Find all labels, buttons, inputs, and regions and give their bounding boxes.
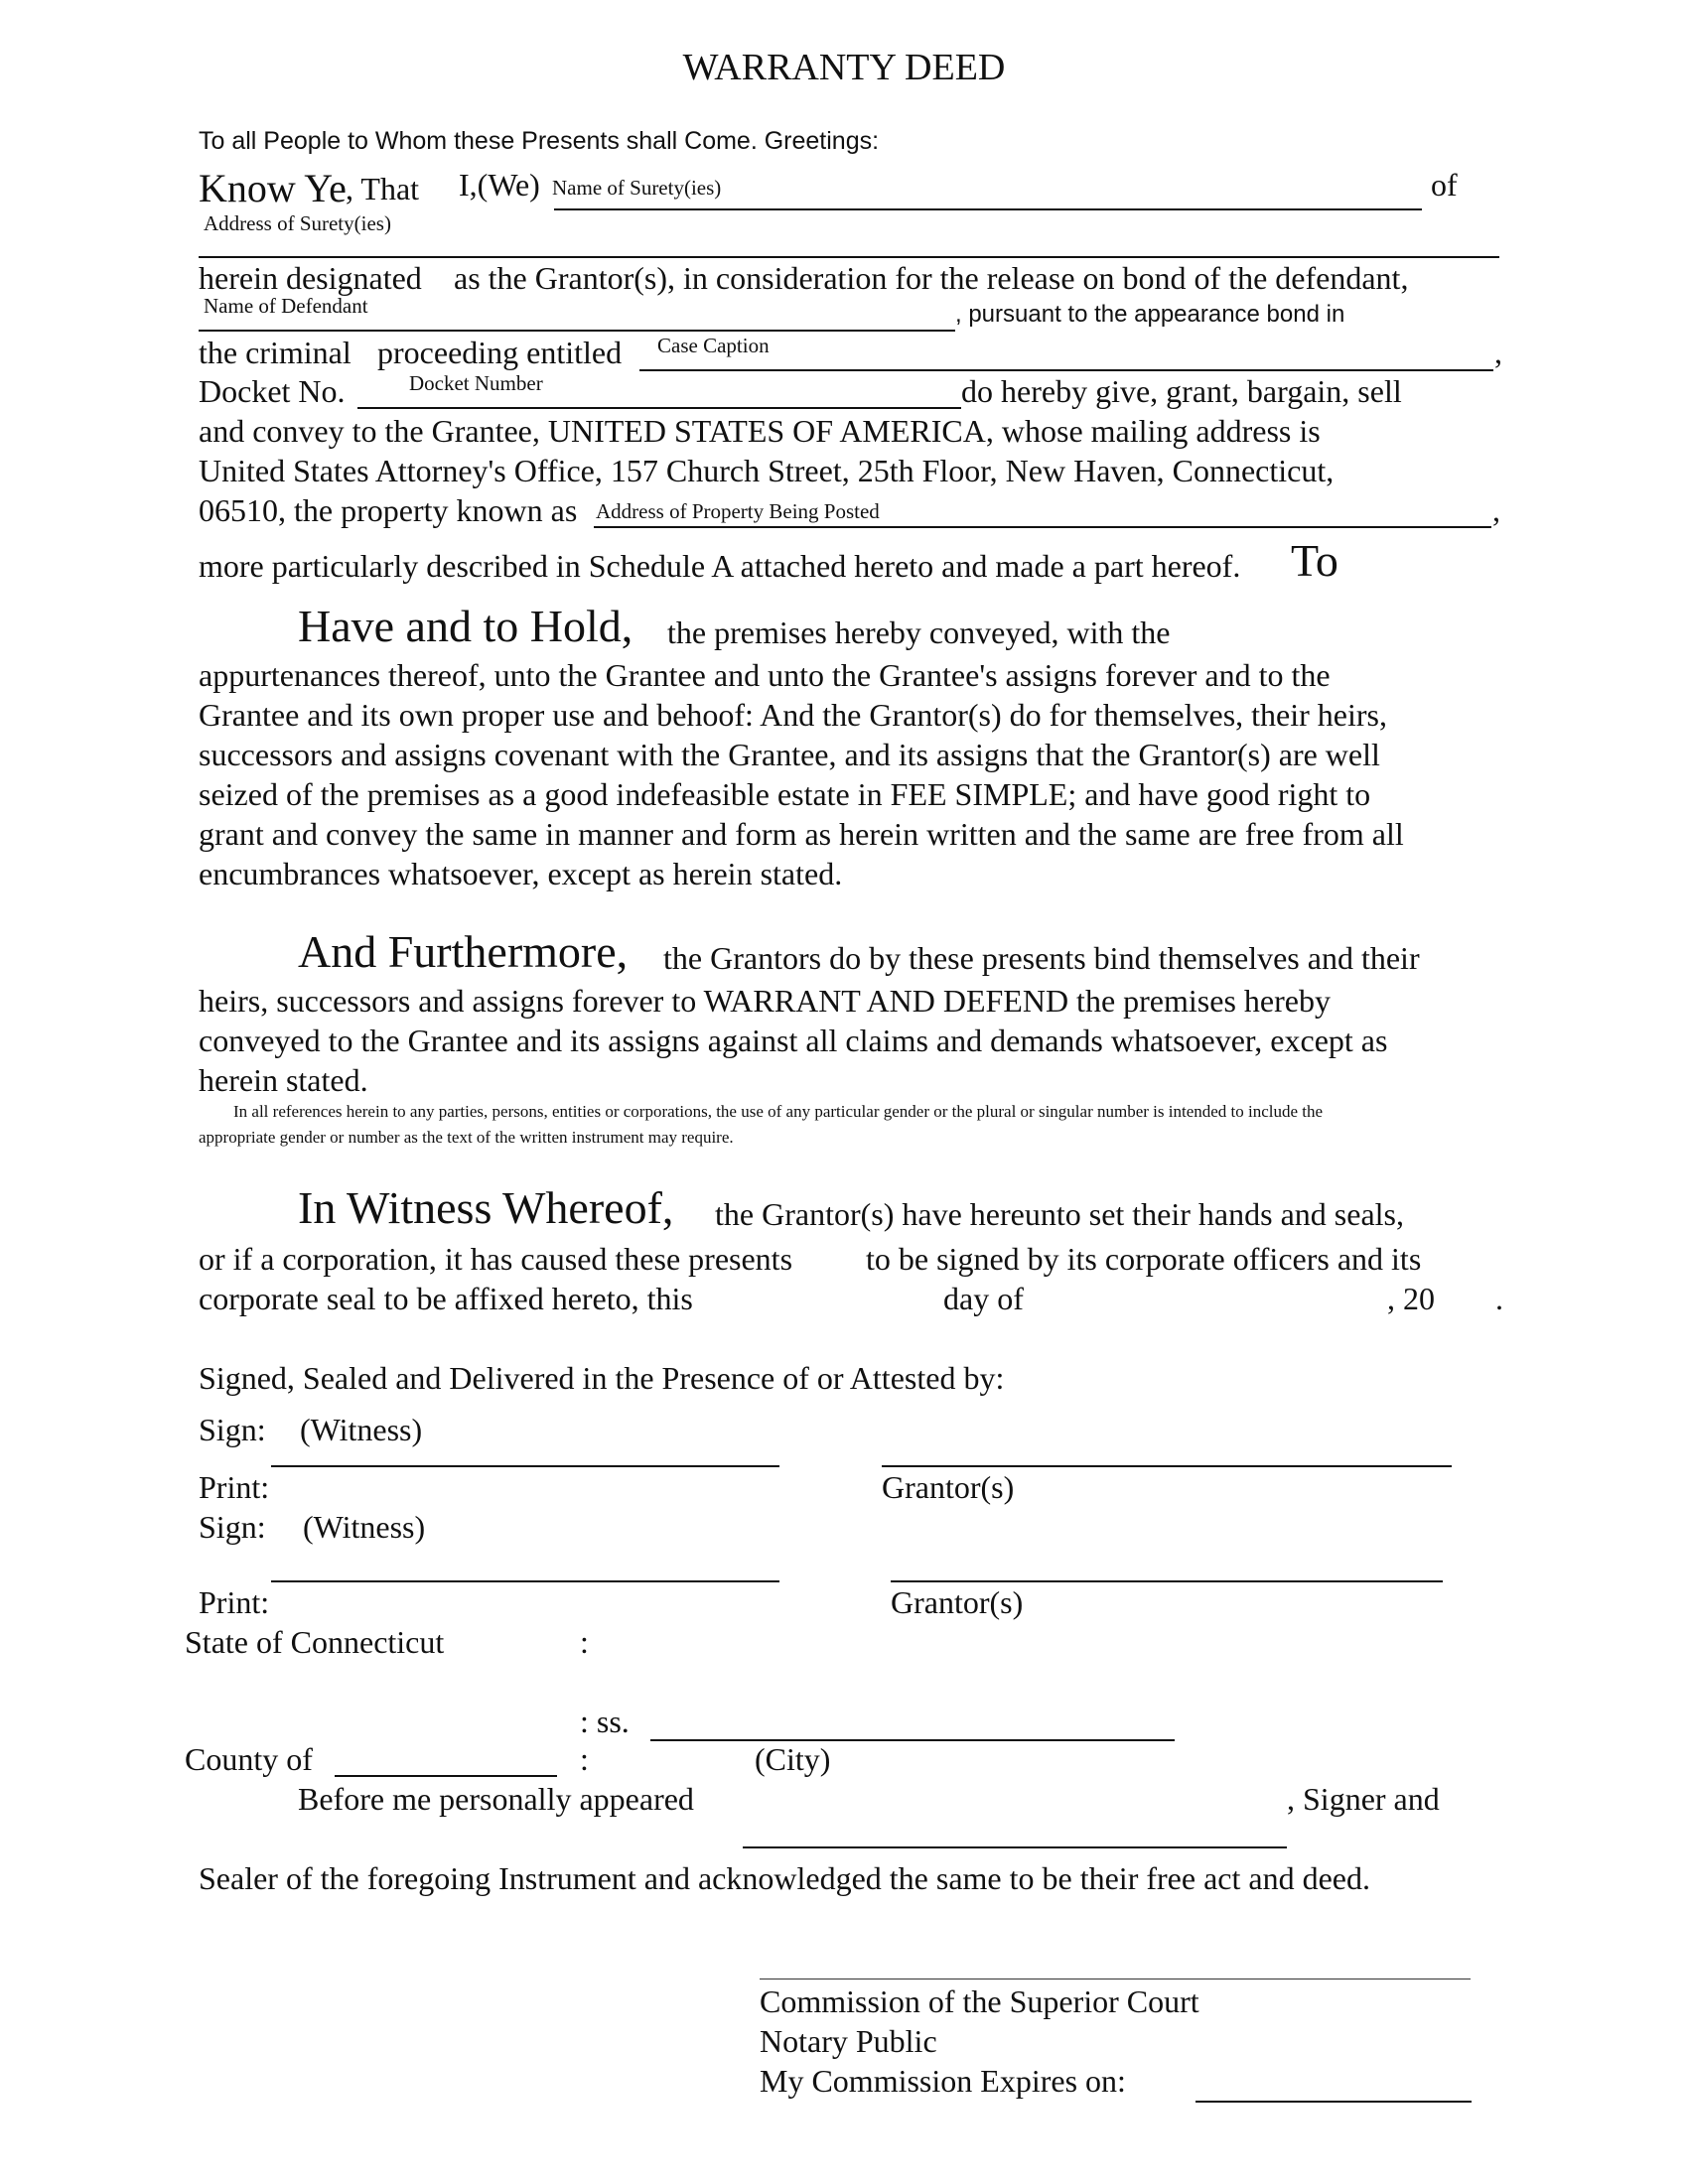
year-field[interactable] (1450, 1279, 1493, 1314)
grantor-label-2: Grantor(s) (891, 1584, 1024, 1620)
city-field[interactable] (650, 1702, 1175, 1741)
gender-note-1: In all references herein to any parties, persons, entities or corporations, the use of any particular gender or the plural or singular number is intended to include the (233, 1102, 1324, 1121)
case-caption-hint: Case Caption (657, 334, 770, 357)
day-of-label: day of (943, 1281, 1024, 1316)
document-title: WARRANTY DEED (682, 47, 1006, 88)
warranty-line-1: heirs, successors and assigns forever to WARRANT AND DEFEND the premises hereby (199, 983, 1331, 1019)
property-hint: Address of Property Being Posted (596, 499, 880, 523)
expires-label: My Commission Expires on: (760, 2063, 1126, 2099)
witness-line-2b: to be signed by its corporate officers and its (866, 1241, 1422, 1277)
habendum-lead: Have and to Hold, (298, 601, 633, 651)
habendum-first: the premises hereby conveyed, with the (667, 614, 1171, 650)
surety-address-field[interactable] (199, 216, 1499, 258)
of-label: of (1431, 167, 1458, 203)
witness-label-2: (Witness) (303, 1509, 426, 1545)
property-address-field[interactable] (594, 490, 1491, 528)
property-comma: , (1492, 492, 1500, 528)
county-colon: : (580, 1741, 589, 1777)
signer-name-field[interactable] (743, 1807, 1287, 1848)
office-line: United States Attorney's Office, 157 Church Street, 25th Floor, New Haven, Connecticut, (199, 453, 1335, 488)
state-colon: : (580, 1624, 589, 1660)
defendant-name-field[interactable] (199, 292, 955, 332)
surety-address-hint: Address of Surety(ies) (204, 211, 391, 235)
month-field[interactable] (1043, 1279, 1370, 1314)
convey-line: and convey to the Grantee, UNITED STATES OF AMERICA, whose mailing address is (199, 413, 1321, 449)
witness-2-signature-field[interactable] (271, 1545, 779, 1582)
witness-1-signature-field[interactable] (271, 1430, 779, 1467)
witness-label-1: (Witness) (300, 1412, 423, 1447)
consideration-text: as the Grantor(s), in consideration for the release on bond of the defendant, (454, 260, 1409, 296)
grantor-label-1: Grantor(s) (882, 1469, 1015, 1505)
year-label: , 20 (1387, 1281, 1435, 1316)
print-label-1: Print: (199, 1469, 270, 1505)
warranty-lead: And Furthermore, (298, 926, 629, 977)
defendant-hint: Name of Defendant (204, 294, 368, 318)
docket-label: Docket No. (199, 373, 346, 409)
i-we-label: I,(We) (459, 167, 540, 203)
surety-name-field[interactable] (554, 169, 1422, 210)
commission-expiry-field[interactable] (1196, 2065, 1472, 2103)
habendum-line-1: appurtenances thereof, unto the Grantee and unto the Grantee's assigns forever and to the (199, 657, 1331, 693)
know-ye-that: , That (346, 171, 420, 206)
pursuant-text: , pursuant to the appearance bond in (955, 301, 1345, 328)
county-label: County of (185, 1741, 313, 1777)
signer-and-text: , Signer and (1287, 1781, 1440, 1817)
year-period: . (1495, 1281, 1503, 1316)
grantor-2-signature-field[interactable] (891, 1545, 1443, 1582)
commission-label: Commission of the Superior Court (760, 1983, 1199, 2019)
gender-note-2: appropriate gender or number as the text of the written instrument may require. (199, 1128, 734, 1147)
notary-public-label: Notary Public (760, 2023, 937, 2059)
witness-line-2a: or if a corporation, it has caused these presents (199, 1241, 793, 1277)
ss-label: : ss. (580, 1704, 630, 1739)
greeting-line: To all People to Whom these Presents shall Come. Greetings: (199, 127, 880, 155)
caption-comma: , (1494, 335, 1502, 370)
habendum-line-4: seized of the premises as a good indefeasible estate in FEE SIMPLE; and have good right to (199, 776, 1371, 812)
sign-label-1: Sign: (199, 1412, 266, 1447)
witness-lead: In Witness Whereof, (298, 1182, 674, 1233)
before-me-text: Before me personally appeared (298, 1781, 694, 1817)
zip-line: 06510, the property known as (199, 492, 578, 528)
docket-hint: Docket Number (409, 371, 543, 395)
city-label: (City) (755, 1741, 831, 1777)
know-ye-lead: Know Ye (199, 166, 347, 210)
grantor-1-signature-field[interactable] (882, 1430, 1452, 1467)
schedule-line: more particularly described in Schedule A attached hereto and made a part hereof. (199, 548, 1241, 584)
herein-designated: herein designated (199, 260, 422, 296)
warranty-line-2: conveyed to the Grantee and its assigns against all claims and demands whatsoever, except as (199, 1023, 1388, 1058)
state-label: State of Connecticut (185, 1624, 445, 1660)
criminal-text: the criminal (199, 335, 352, 370)
case-caption-field[interactable] (639, 330, 1493, 371)
habendum-line-5: grant and convey the same in manner and form as herein written and the same are free from all (199, 816, 1404, 852)
county-field[interactable] (335, 1739, 557, 1777)
witness-first: the Grantor(s) have hereunto set their hands and seals, (715, 1196, 1404, 1232)
sealer-text: Sealer of the foregoing Instrument and acknowledged the same to be their free act and deed. (199, 1860, 1370, 1896)
proceeding-text: proceeding entitled (377, 335, 623, 370)
habendum-line-6: encumbrances whatsoever, except as herein stated. (199, 856, 843, 891)
habendum-line-2: Grantee and its own proper use and behoof: And the Grantor(s) do for themselves, their heirs, (199, 697, 1387, 733)
to-lead: To (1291, 535, 1338, 586)
give-grant-text: do hereby give, grant, bargain, sell (961, 373, 1402, 409)
docket-number-field[interactable] (357, 367, 961, 409)
print-label-2: Print: (199, 1584, 270, 1620)
warranty-first: the Grantors do by these presents bind themselves and their (663, 940, 1420, 976)
habendum-line-3: successors and assigns covenant with the Grantee, and its assigns that the Grantor(s) are well (199, 737, 1380, 772)
day-field[interactable] (735, 1279, 933, 1314)
witness-line-3a: corporate seal to be affixed hereto, this (199, 1281, 693, 1316)
signatures-heading: Signed, Sealed and Delivered in the Presence of or Attested by: (199, 1360, 1005, 1396)
surety-name-hint: Name of Surety(ies) (552, 176, 722, 200)
warranty-line-3: herein stated. (199, 1062, 368, 1098)
sign-label-2: Sign: (199, 1509, 266, 1545)
